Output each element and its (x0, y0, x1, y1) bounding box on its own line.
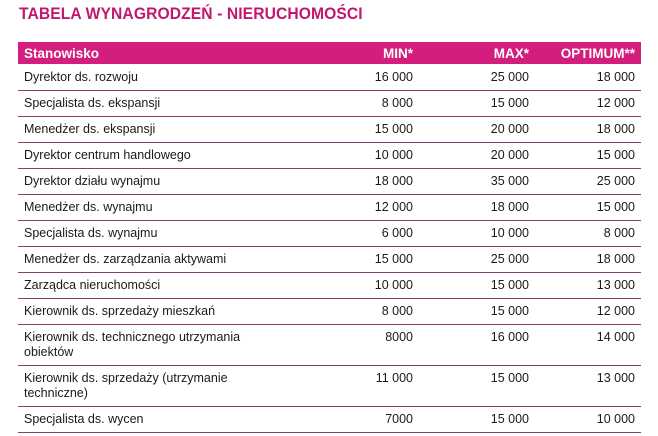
table-row (18, 64, 641, 91)
cell-max: 18 000 (419, 195, 535, 221)
cell-max: 16 000 (419, 325, 535, 366)
cell-optimum: 12 000 (535, 299, 641, 325)
cell-position: Dyrektor działu wynajmu (18, 169, 324, 195)
cell-max: 20 000 (419, 117, 535, 143)
cell-min: 8 000 (324, 91, 419, 117)
cell-max: 35 000 (419, 169, 535, 195)
cell-max: 10 000 (419, 221, 535, 247)
cell-min: 6 000 (324, 221, 419, 247)
cell-max: 20 000 (419, 143, 535, 169)
table-row (18, 221, 641, 247)
cell-max: 15 000 (419, 407, 535, 433)
cell-position: Kierownik ds. sprzedaży (utrzymanie techniczne) (18, 366, 324, 407)
column-header-max: MAX* (493, 45, 529, 61)
cell-optimum: 14 000 (535, 325, 641, 366)
cell-optimum: 18 000 (535, 247, 641, 273)
cell-position: Specjalista ds. wycen (18, 407, 324, 433)
salary-table (18, 42, 641, 433)
cell-position: Kierownik ds. technicznego utrzymania obiektów (18, 325, 324, 366)
cell-min: 10 000 (324, 143, 419, 169)
cell-max: 15 000 (419, 299, 535, 325)
cell-optimum: 25 000 (535, 169, 641, 195)
cell-optimum: 15 000 (535, 143, 641, 169)
cell-min: 11 000 (324, 366, 419, 407)
cell-max: 15 000 (419, 273, 535, 299)
cell-min: 8000 (324, 325, 419, 366)
cell-min: 15 000 (324, 247, 419, 273)
cell-max: 25 000 (419, 64, 535, 91)
table-row (18, 195, 641, 221)
table-row (18, 366, 641, 407)
cell-optimum: 15 000 (535, 195, 641, 221)
table-row (18, 247, 641, 273)
cell-min: 16 000 (324, 64, 419, 91)
table-row (18, 407, 641, 433)
cell-optimum: 8 000 (535, 221, 641, 247)
cell-optimum: 13 000 (535, 273, 641, 299)
page-title: TABELA WYNAGRODZEŃ - NIERUCHOMOŚCI (19, 4, 363, 23)
cell-position: Menedżer ds. ekspansji (18, 117, 324, 143)
cell-optimum: 18 000 (535, 64, 641, 91)
column-header-position: Stanowisko (24, 45, 100, 61)
cell-position: Kierownik ds. sprzedaży mieszkań (18, 299, 324, 325)
table-row (18, 299, 641, 325)
cell-max: 15 000 (419, 91, 535, 117)
cell-max: 25 000 (419, 247, 535, 273)
cell-min: 18 000 (324, 169, 419, 195)
cell-optimum: 13 000 (535, 366, 641, 407)
table-row (18, 91, 641, 117)
cell-min: 8 000 (324, 299, 419, 325)
table-row (18, 143, 641, 169)
table-row (18, 169, 641, 195)
cell-optimum: 18 000 (535, 117, 641, 143)
column-header-min: MIN* (383, 45, 413, 61)
cell-position: Specjalista ds. wynajmu (18, 221, 324, 247)
cell-position: Zarządca nieruchomości (18, 273, 324, 299)
cell-position: Specjalista ds. ekspansji (18, 91, 324, 117)
column-header-optimum: OPTIMUM** (560, 45, 635, 61)
cell-min: 10 000 (324, 273, 419, 299)
cell-min: 7000 (324, 407, 419, 433)
cell-min: 12 000 (324, 195, 419, 221)
cell-max: 15 000 (419, 366, 535, 407)
table-header-row (18, 42, 641, 64)
cell-position: Dyrektor centrum handlowego (18, 143, 324, 169)
cell-optimum: 12 000 (535, 91, 641, 117)
cell-position: Menedżer ds. wynajmu (18, 195, 324, 221)
table-row (18, 117, 641, 143)
cell-optimum: 10 000 (535, 407, 641, 433)
cell-position: Menedżer ds. zarządzania aktywami (18, 247, 324, 273)
table-row (18, 273, 641, 299)
cell-position: Dyrektor ds. rozwoju (18, 64, 324, 91)
cell-min: 15 000 (324, 117, 419, 143)
table-row (18, 325, 641, 366)
